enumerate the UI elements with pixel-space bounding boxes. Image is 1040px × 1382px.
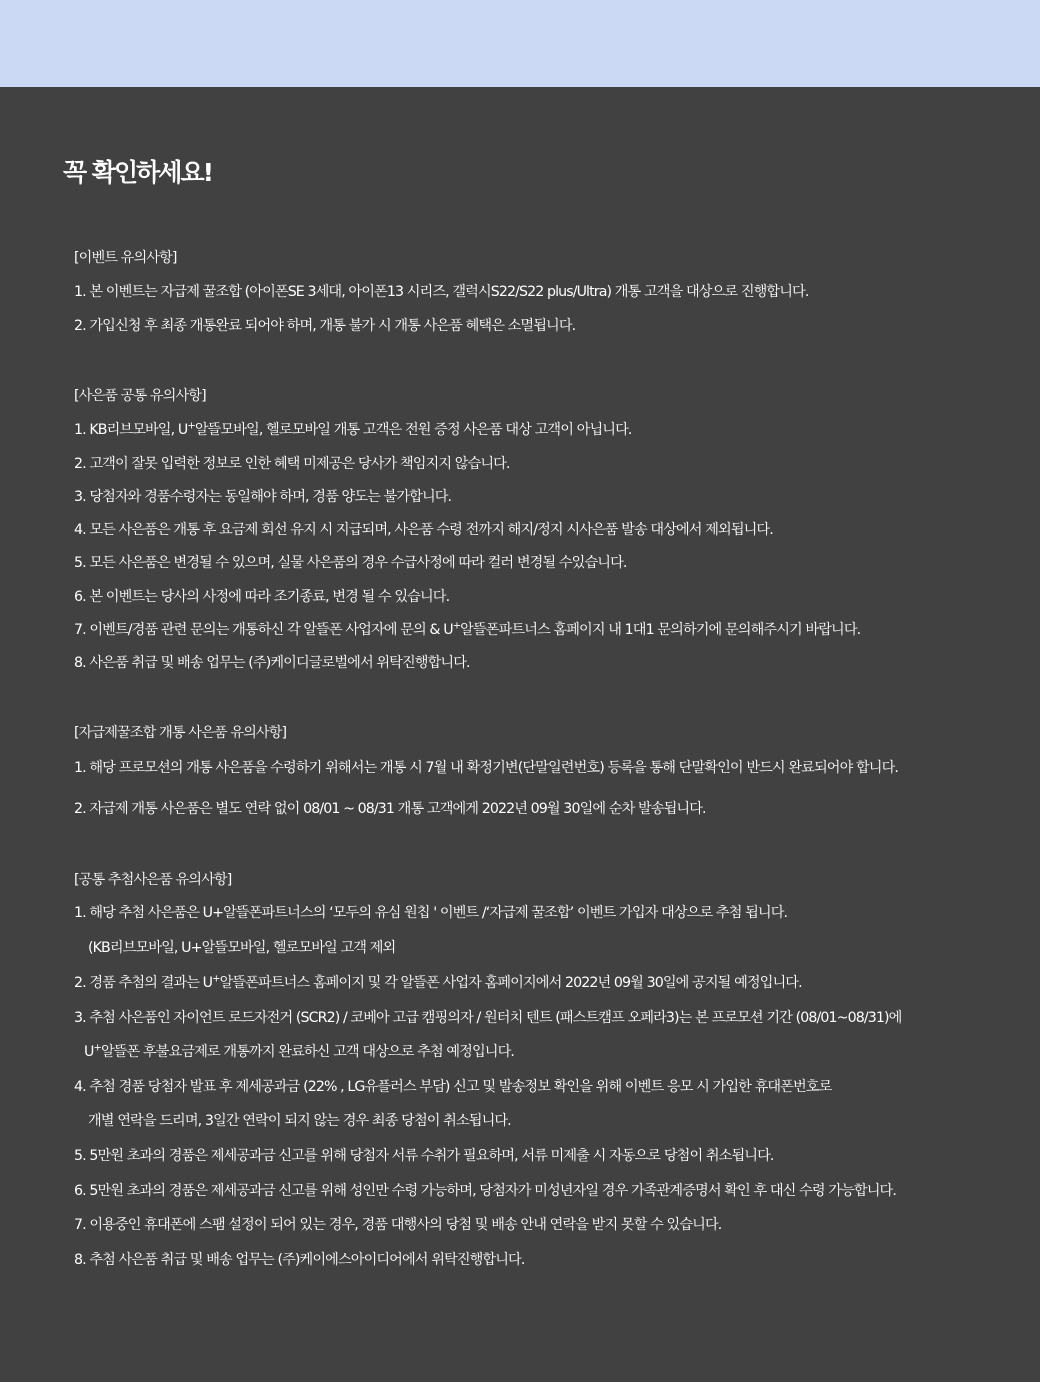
notice-line: (KB리브모바일, U+알뜰모바일, 헬로모바일 고객 제외 <box>88 940 396 956</box>
notice-line: 7. 이벤트/경품 관련 문의는 개통하신 각 알뜰폰 사업자에 문의 & U+알뜰폰파트너스 홈페이지 내 1대1 문의하기에 문의해주시기 바랍니다. <box>74 620 861 638</box>
notice-line: 1. KB리브모바일, U+알뜰모바일, 헬로모바일 개통 고객은 전원 증정 사은품 대상 고객이 아닙니다. <box>74 420 632 438</box>
notice-line: 3. 당첨자와 경품수령자는 동일해야 하며, 경품 양도는 불가합니다. <box>74 489 452 505</box>
notice-line: 2. 가입신청 후 최종 개통완료 되어야 하며, 개통 불가 시 개통 사은품 혜택은 소멸됩니다. <box>74 318 576 334</box>
notice-line: 개별 연락을 드리며, 3일간 연락이 되지 않는 경우 최종 당첨이 취소됩니다. <box>88 1113 511 1129</box>
notice-line: 1. 해당 프로모션의 개통 사은품을 수령하기 위해서는 개통 시 7월 내 확정기변(단말일련번호) 등록을 통해 단말확인이 반드시 완료되어야 합니다. <box>74 760 899 776</box>
notice-line: 1. 본 이벤트는 자급제 꿀조합 (아이폰SE 3세대, 아이폰13 시리즈, 갤럭시S22/S22 plus/Ultra) 개통 고객을 대상으로 진행합니다. <box>74 284 809 300</box>
notice-line: 5. 5만원 초과의 경품은 제세공과금 신고를 위해 당첨자 서류 수취가 필요하며, 서류 미제출 시 자동으로 당첨이 취소됩니다. <box>74 1148 774 1164</box>
notice-line: U+알뜰폰 후불요금제로 개통까지 완료하신 고객 대상으로 추첨 예정입니다. <box>84 1042 515 1060</box>
notice-line: 6. 5만원 초과의 경품은 제세공과금 신고를 위해 성인만 수령 가능하며, 당첨자가 미성년자일 경우 가족관계증명서 확인 후 대신 수령 가능합니다. <box>74 1183 896 1199</box>
section-heading: [이벤트 유의사항] <box>74 250 177 266</box>
page-title: 꼭 확인하세요! <box>63 158 213 187</box>
notice-line: 5. 모든 사은품은 변경될 수 있으며, 실물 사은품의 경우 수급사정에 따라 컬러 변경될 수있습니다. <box>74 555 627 571</box>
notice-line: 8. 추첨 사은품 취급 및 배송 업무는 (주)케이에스아이디어에서 위탁진행합니다. <box>74 1252 525 1268</box>
notice-line: 6. 본 이벤트는 당사의 사정에 따라 조기종료, 변경 될 수 있습니다. <box>74 589 450 605</box>
top-banner <box>0 0 1040 87</box>
notice-line: 4. 모든 사은품은 개통 후 요금제 회선 유지 시 지급되며, 사은품 수령 전까지 해지/정지 시사은품 발송 대상에서 제외됩니다. <box>74 522 773 538</box>
notice-line: 4. 추첨 경품 당첨자 발표 후 제세공과금 (22% , LG유플러스 부담) 신고 및 발송정보 확인을 위해 이벤트 응모 시 가입한 휴대폰번호로 <box>74 1079 832 1095</box>
section-heading: [사은품 공통 유의사항] <box>74 388 206 404</box>
section-heading: [공통 추첨사은품 유의사항] <box>74 872 232 888</box>
section-heading: [자급제꿀조합 개통 사은품 유의사항] <box>74 725 287 741</box>
notice-line: 2. 경품 추첨의 결과는 U+알뜰폰파트너스 홈페이지 및 각 알뜰폰 사업자 홈페이지에서 2022년 09월 30일에 공지될 예정입니다. <box>74 973 802 991</box>
notice-line: 2. 자급제 개통 사은품은 별도 연락 없이 08/01 ~ 08/31 개통 고객에게 2022년 09월 30일에 순차 발송됩니다. <box>74 801 706 817</box>
notice-line: 3. 추첨 사은품인 자이언트 로드자전거 (SCR2) / 코베아 고급 캠핑의자 / 원터치 텐트 (패스트캠프 오페라3)는 본 프로모션 기간 (08/01~08/31)에 <box>74 1010 902 1026</box>
notice-line: 1. 해당 추첨 사은품은 U+알뜰폰파트너스의 ‘모두의 유심 원칩 ' 이벤트 /‘자급제 꿀조합’ 이벤트 가입자 대상으로 추첨 됩니다. <box>74 905 788 921</box>
notice-line: 2. 고객이 잘못 입력한 정보로 인한 혜택 미제공은 당사가 책임지지 않습니다. <box>74 456 510 472</box>
notice-line: 7. 이용중인 휴대폰에 스팸 설정이 되어 있는 경우, 경품 대행사의 당첨 및 배송 안내 연락을 받지 못할 수 있습니다. <box>74 1217 722 1233</box>
notice-line: 8. 사은품 취급 및 배송 업무는 (주)케이디글로벌에서 위탁진행합니다. <box>74 655 470 671</box>
